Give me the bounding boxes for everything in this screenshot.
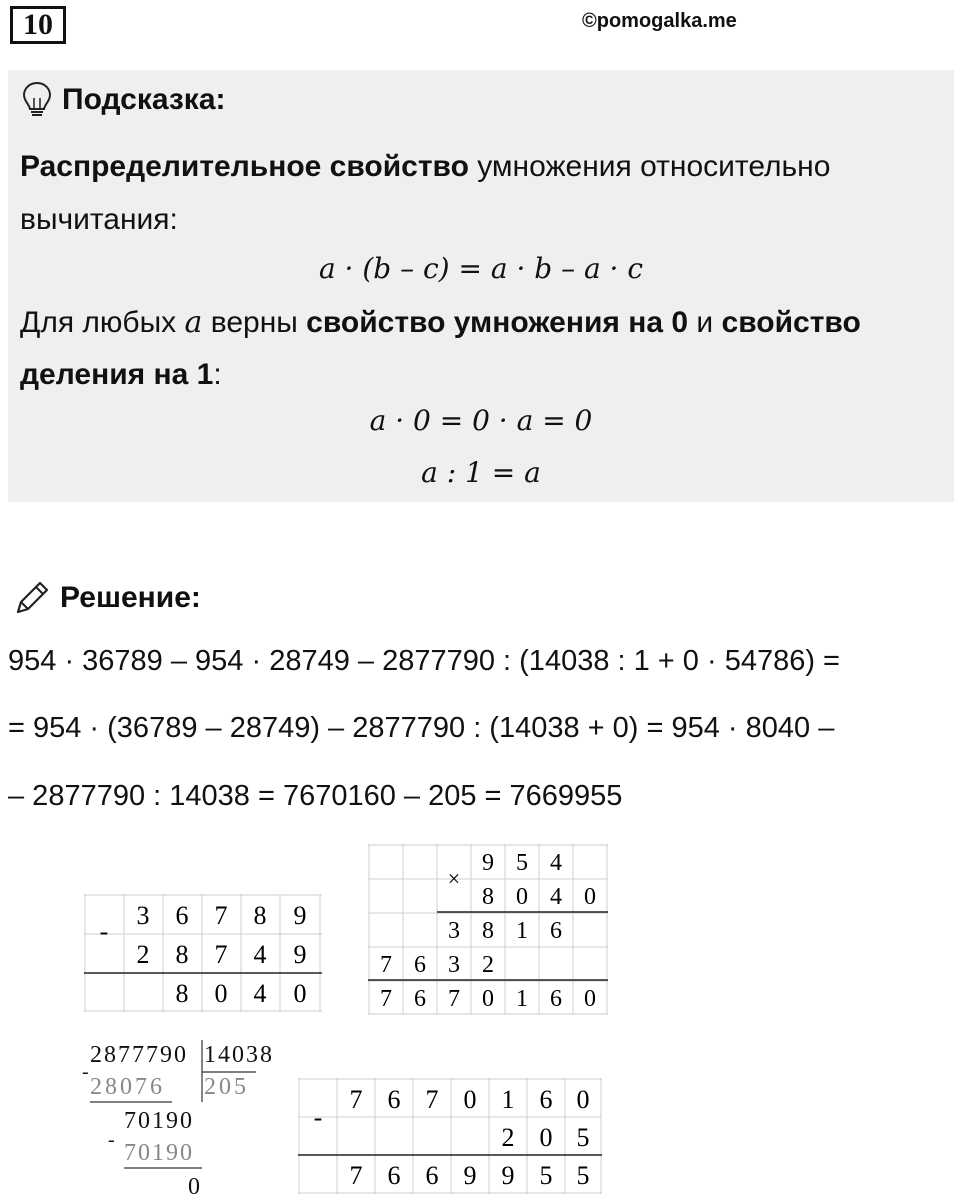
solution-line-3: – 2877790 : 14038 = 7670160 – 205 = 7669955 [8,780,623,812]
svg-text:3: 3 [448,952,460,978]
svg-text:0: 0 [539,1123,553,1152]
svg-text:2: 2 [501,1123,515,1152]
svg-text:4: 4 [253,940,267,969]
svg-text:7: 7 [380,986,392,1012]
svg-text:6: 6 [550,986,562,1012]
svg-text:9: 9 [293,940,307,969]
minus-sign: - [313,1103,323,1132]
svg-text:0: 0 [463,1085,477,1114]
subtraction-grid-2 [298,1078,606,1196]
quotient: 205 [204,1074,249,1100]
svg-text:7: 7 [448,986,460,1012]
svg-text:5: 5 [516,850,528,876]
svg-text:6: 6 [425,1161,439,1190]
solution-line-2: = 954 · (36789 – 28749) – 2877790 : (14038 + 0) = 954 · 8040 – [8,712,835,744]
solution-line-1: 954 · 36789 – 954 · 28749 – 2877790 : (14038 : 1 + 0 · 54786) = [8,645,840,677]
remainder-1: 70190 [124,1108,194,1134]
svg-text:7: 7 [380,952,392,978]
svg-text:2: 2 [482,952,494,978]
minus-sign-2: - [108,1129,115,1151]
hint-paragraph-1 [20,140,830,194]
svg-text:8: 8 [175,940,189,969]
svg-text:5: 5 [576,1123,590,1152]
svg-text:6: 6 [539,1085,553,1114]
svg-text:4: 4 [550,884,562,910]
task-number: 10 [10,6,66,44]
svg-text:7: 7 [425,1085,439,1114]
svg-text:4: 4 [550,850,562,876]
svg-text:0: 0 [584,986,596,1012]
svg-text:8: 8 [482,884,494,910]
svg-text:7: 7 [214,940,228,969]
minus-sign-1: - [82,1061,89,1083]
hint-title: Подсказка: [62,83,226,116]
hint-paragraph-2: Для любых a верны свойство умножения на 0 и свойство [20,305,861,340]
solution-title: Решение: [60,581,201,614]
times-sign: × [447,866,461,891]
mult-by-zero-term: свойство умножения на 0 [306,306,689,339]
remainder-final: 0 [188,1174,200,1196]
hint-header [20,80,226,120]
svg-text:0: 0 [584,884,596,910]
svg-text:6: 6 [387,1085,401,1114]
long-division [80,1036,300,1196]
svg-text:8: 8 [175,979,189,1008]
svg-text:9: 9 [482,850,494,876]
svg-text:0: 0 [293,979,307,1008]
svg-text:6: 6 [175,901,189,930]
site-watermark: ©pomogalka.me [582,10,737,32]
multiplication-grid [368,844,612,1016]
pencil-icon [12,578,52,618]
hint-p1-line2: вычитания: [20,203,178,236]
svg-text:0: 0 [482,986,494,1012]
divisor: 14038 [204,1042,274,1068]
hint-box [8,70,954,502]
svg-text:7: 7 [349,1161,363,1190]
svg-text:9: 9 [501,1161,515,1190]
formula-zero: a · 0 = 0 · a = 0 [369,404,593,437]
svg-text:4: 4 [253,979,267,1008]
svg-text:9: 9 [463,1161,477,1190]
svg-text:0: 0 [576,1085,590,1114]
svg-text:5: 5 [539,1161,553,1190]
solution-header [12,578,201,618]
hint-p1-rest: умножения относительно [468,150,831,183]
formula-distributive: a · (b – c) = a · b – a · c [318,252,644,285]
step-2-subtrahend: 70190 [124,1140,194,1166]
svg-text:6: 6 [550,918,562,944]
svg-text:2: 2 [136,940,150,969]
svg-text:9: 9 [293,901,307,930]
minus-sign: - [99,917,109,946]
svg-text:1: 1 [516,918,528,944]
dividend: 2877790 [90,1042,188,1068]
svg-text:6: 6 [414,952,426,978]
formula-one: a : 1 = a [421,456,541,489]
subtraction-grid-1 [84,894,324,1016]
step-1-subtrahend: 28076 [90,1074,165,1100]
distributive-property-term: Распределительное свойство [20,150,469,183]
svg-text:3: 3 [136,901,150,930]
svg-text:7: 7 [214,901,228,930]
svg-text:0: 0 [214,979,228,1008]
svg-text:6: 6 [414,986,426,1012]
svg-text:8: 8 [482,918,494,944]
svg-text:1: 1 [516,986,528,1012]
svg-text:6: 6 [387,1161,401,1190]
svg-text:0: 0 [516,884,528,910]
svg-text:1: 1 [501,1085,515,1114]
hint-p2-line2: деления на 1: [20,358,222,391]
lightbulb-icon [20,80,54,120]
var-a: a [184,305,203,340]
svg-text:7: 7 [349,1085,363,1114]
svg-text:3: 3 [448,918,460,944]
property-word: свойство [721,306,861,339]
svg-text:5: 5 [576,1161,590,1190]
svg-text:8: 8 [253,901,267,930]
div-by-one-term: деления на 1 [20,358,214,391]
